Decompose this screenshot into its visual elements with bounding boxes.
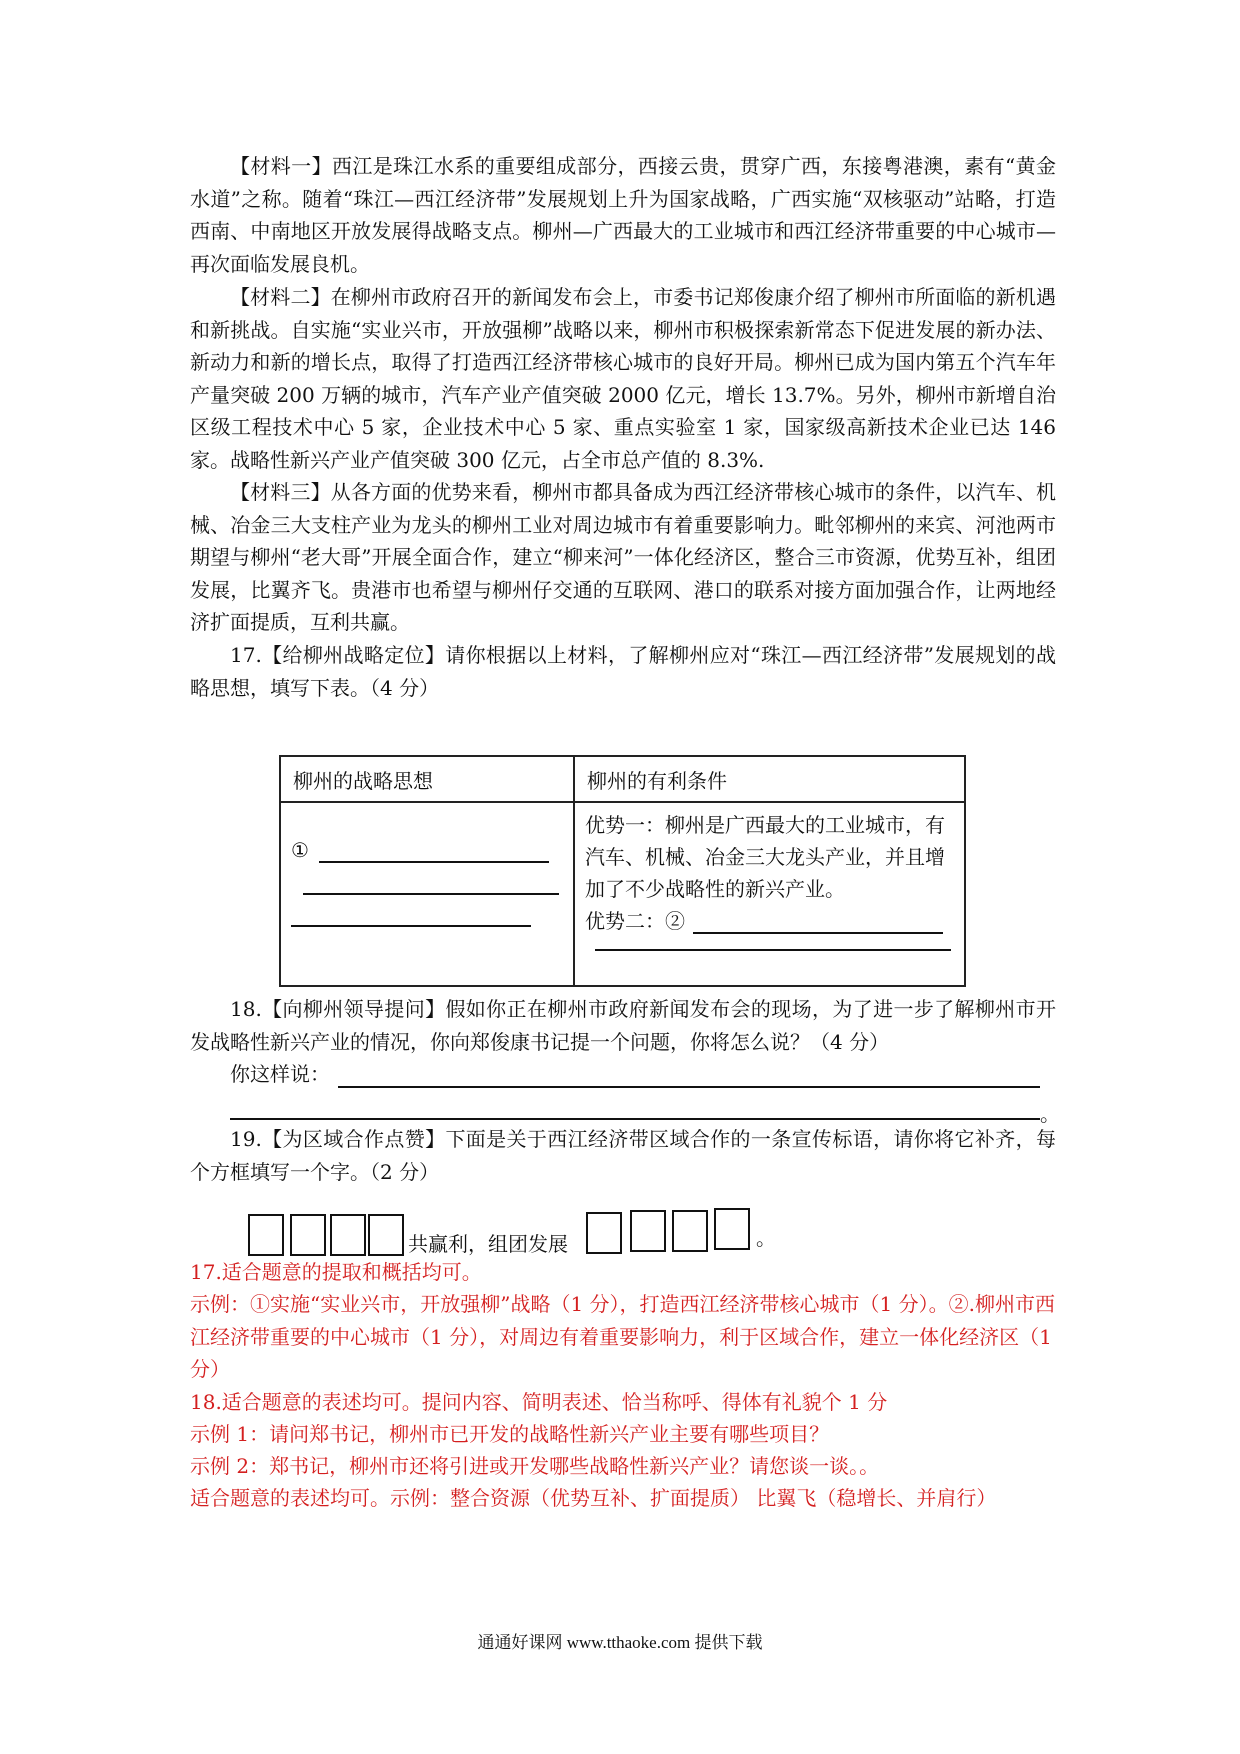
page-footer: 通通好课网 www.tthaoke.com 提供下载 xyxy=(477,1633,763,1652)
fill-box[interactable] xyxy=(290,1214,326,1256)
strategy-answer-cell[interactable] xyxy=(280,802,574,986)
answer-18-header: 18.适合题意的表述均可。提问内容、简明表述、恰当称呼、得体有礼貌个 1 分 xyxy=(190,1390,888,1414)
fill-box[interactable] xyxy=(672,1210,708,1252)
material-1: 【材料一】西江是珠江水系的重要组成部分，西接云贵，贯穿广西，东接粤港澳，素有“黄金水道”之称。随着“珠江—西江经济带”发展规划上升为国家战略，广西实施“双核驱动”站略，打造西南、中南地区开放发展得战略支点。柳州—广西最大的工业城市和西江经济带重要的中心城市—再次面临发展良机。 xyxy=(190,154,1056,276)
fill-box[interactable] xyxy=(248,1214,284,1256)
blank-line[interactable] xyxy=(319,861,549,863)
answer-line-1[interactable] xyxy=(338,1086,1040,1088)
question-17: 17.【给柳州战略定位】请你根据以上材料，了解柳州应对“珠江—西江经济带”发展规划的战略思想，填写下表。（4 分） xyxy=(190,643,1056,700)
slogan-middle-text: 共赢利，组团发展 xyxy=(408,1232,568,1256)
material-3: 【材料三】从各方面的优势来看，柳州市都具备成为西江经济带核心城市的条件，以汽车、机械、冶金三大支柱产业为龙头的柳州工业对周边城市有着重要影响力。毗邻柳州的来宾、河池两市期望与柳州“老大哥”开展全面合作，建立“柳来河”一体化经济区，整合三市资源，优势互补，组团发展，比翼齐飞。贵港市也希望与柳州仔交通的互联网、港口的联系对接方面加强合作，让两地经济扩面提质，互利共赢。 xyxy=(190,480,1056,635)
material-2: 【材料二】在柳州市政府召开的新闻发布会上，市委书记郑俊康介绍了柳州市所面临的新机遇和新挑战。自实施“实业兴市，开放强柳”战略以来，柳州市积极探索新常态下促进发展的新办法、新动力和新的增长点，取得了打造西江经济带核心城市的良好开局。柳州已成为国内第五个汽车年产量突破 200 万辆的城市，汽车产业产值突破 2000 亿元，增长 13.7%。另外，柳州市新增自治区级工程技术中心 5 家，企业技术中心 5 家、重点实验室 1 家，国家级高新技术企业已达 146 家。战略性新兴产业产值突破 300 亿元，占全市总产值的 8.3%. xyxy=(190,285,1056,472)
answer-18-example-2: 示例 2：郑书记，柳州市还将引进或开发哪些战略性新兴产业？请您谈一谈。。 xyxy=(190,1454,880,1478)
fill-box[interactable] xyxy=(368,1214,404,1256)
blank-line[interactable] xyxy=(303,893,559,895)
blank-line[interactable] xyxy=(291,925,531,927)
circle-number-1: ① xyxy=(291,838,309,862)
answer-17-header: 17.适合题意的提取和概括均可。 xyxy=(190,1260,482,1284)
fill-box[interactable] xyxy=(586,1212,622,1254)
question-19: 19.【为区域合作点赞】下面是关于西江经济带区域合作的一条宣传标语，请你将它补齐，每个方框填写一个字。（2 分） xyxy=(190,1127,1056,1184)
advantage-2-row xyxy=(585,905,954,937)
answer-19: 适合题意的表述均可。示例：整合资源（优势互补、扩面提质） 比翼飞（稳增长、并肩行） xyxy=(190,1486,997,1510)
blank-line[interactable] xyxy=(595,949,951,951)
answer-18-example-1: 示例 1：请问郑书记，柳州市已开发的战略性新兴产业主要有哪些项目？ xyxy=(190,1422,830,1446)
table-header-conditions: 柳州的有利条件 xyxy=(574,756,965,802)
blank-line[interactable] xyxy=(693,932,943,934)
q18-end-mark: 。 xyxy=(1040,1102,1060,1126)
advantage-1-text: 优势一：柳州是广西最大的工业城市，有汽车、机械、冶金三大龙头产业，并且增加了不少战略性的新兴产业。 xyxy=(585,813,945,901)
answer-17-example: 示例：①实施“实业兴市，开放强柳”战略（1 分），打造西江经济带核心城市（1 分）。②.柳州市西江经济带重要的中心城市（1 分），对周边有着重要影响力，利于区域合作，建立一体化经济区（1 分） xyxy=(190,1292,1055,1381)
question-18: 18.【向柳州领导提问】假如你正在柳州市政府新闻发布会的现场，为了进一步了解柳州市开发战略性新兴产业的情况，你向郑俊康书记提一个问题，你将怎么说？（4 分） xyxy=(190,997,1056,1054)
fill-box[interactable] xyxy=(330,1214,366,1256)
strategy-table xyxy=(279,755,966,987)
fill-box[interactable] xyxy=(630,1210,666,1252)
q18-prompt: 你这样说： xyxy=(230,1062,330,1086)
slogan-end-mark: 。 xyxy=(756,1226,776,1250)
fill-box[interactable] xyxy=(714,1208,750,1250)
advantage-2-label: 优势二：② xyxy=(585,909,685,933)
conditions-cell xyxy=(574,802,965,986)
table-header-strategy: 柳州的战略思想 xyxy=(280,756,574,802)
answer-line-2[interactable] xyxy=(230,1118,1040,1120)
